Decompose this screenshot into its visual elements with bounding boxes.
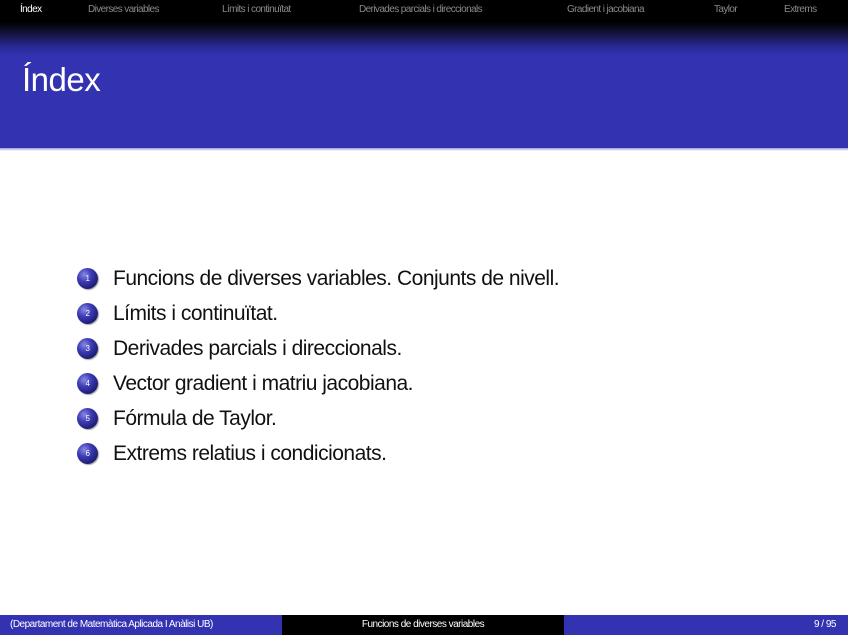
toc-item-label: Derivades parcials i direccionals. xyxy=(113,336,402,360)
top-navigation xyxy=(0,0,848,22)
nav-item-gradient[interactable]: Gradient i jacobiana xyxy=(567,4,644,15)
toc-item-label: Fórmula de Taylor. xyxy=(113,406,277,430)
numbered-ball-icon: 4 xyxy=(77,373,98,394)
numbered-ball-icon: 6 xyxy=(77,443,98,464)
frame-title: Índex xyxy=(22,61,101,98)
numbered-ball-icon: 1 xyxy=(77,268,98,289)
footer-short-title: Funcions de diverses variables xyxy=(282,615,564,635)
toc-item-1[interactable] xyxy=(77,261,559,296)
toc-item-label: Límits i continuïtat. xyxy=(113,301,278,325)
footer xyxy=(0,615,848,635)
numbered-ball-icon: 3 xyxy=(77,338,98,359)
toc-item-4[interactable] xyxy=(77,366,559,401)
nav-item-extrems[interactable]: Extrems xyxy=(784,4,817,15)
toc-item-label: Extrems relatius i condicionats. xyxy=(113,441,387,465)
nav-item-derivades[interactable]: Derivades parcials i direccionals xyxy=(359,4,483,15)
toc-item-5[interactable] xyxy=(77,401,559,436)
toc-item-label: Vector gradient i matriu jacobiana. xyxy=(113,371,414,395)
nav-item-index[interactable]: Índex xyxy=(20,4,42,15)
footer-page-number: 9 / 95 xyxy=(564,615,848,635)
footer-author: (Departament de Matemàtica Aplicada I Anàlisi UB) xyxy=(0,615,282,635)
nav-item-diverses-variables[interactable]: Diverses variables xyxy=(88,4,159,15)
toc-item-3[interactable] xyxy=(77,331,559,366)
numbered-ball-icon: 5 xyxy=(77,408,98,429)
numbered-ball-icon: 2 xyxy=(77,303,98,324)
toc-item-6[interactable] xyxy=(77,436,559,471)
toc-item-2[interactable] xyxy=(77,296,559,331)
toc-item-label: Funcions de diverses variables. Conjunts de nivell. xyxy=(113,266,560,290)
nav-item-limits[interactable]: Límits i continuïtat xyxy=(222,4,291,15)
nav-item-taylor[interactable]: Taylor xyxy=(714,4,738,15)
title-bar-shadow xyxy=(0,148,848,151)
frame-title-bar xyxy=(0,56,848,148)
table-of-contents xyxy=(77,261,559,471)
header-gradient-band xyxy=(0,22,848,56)
